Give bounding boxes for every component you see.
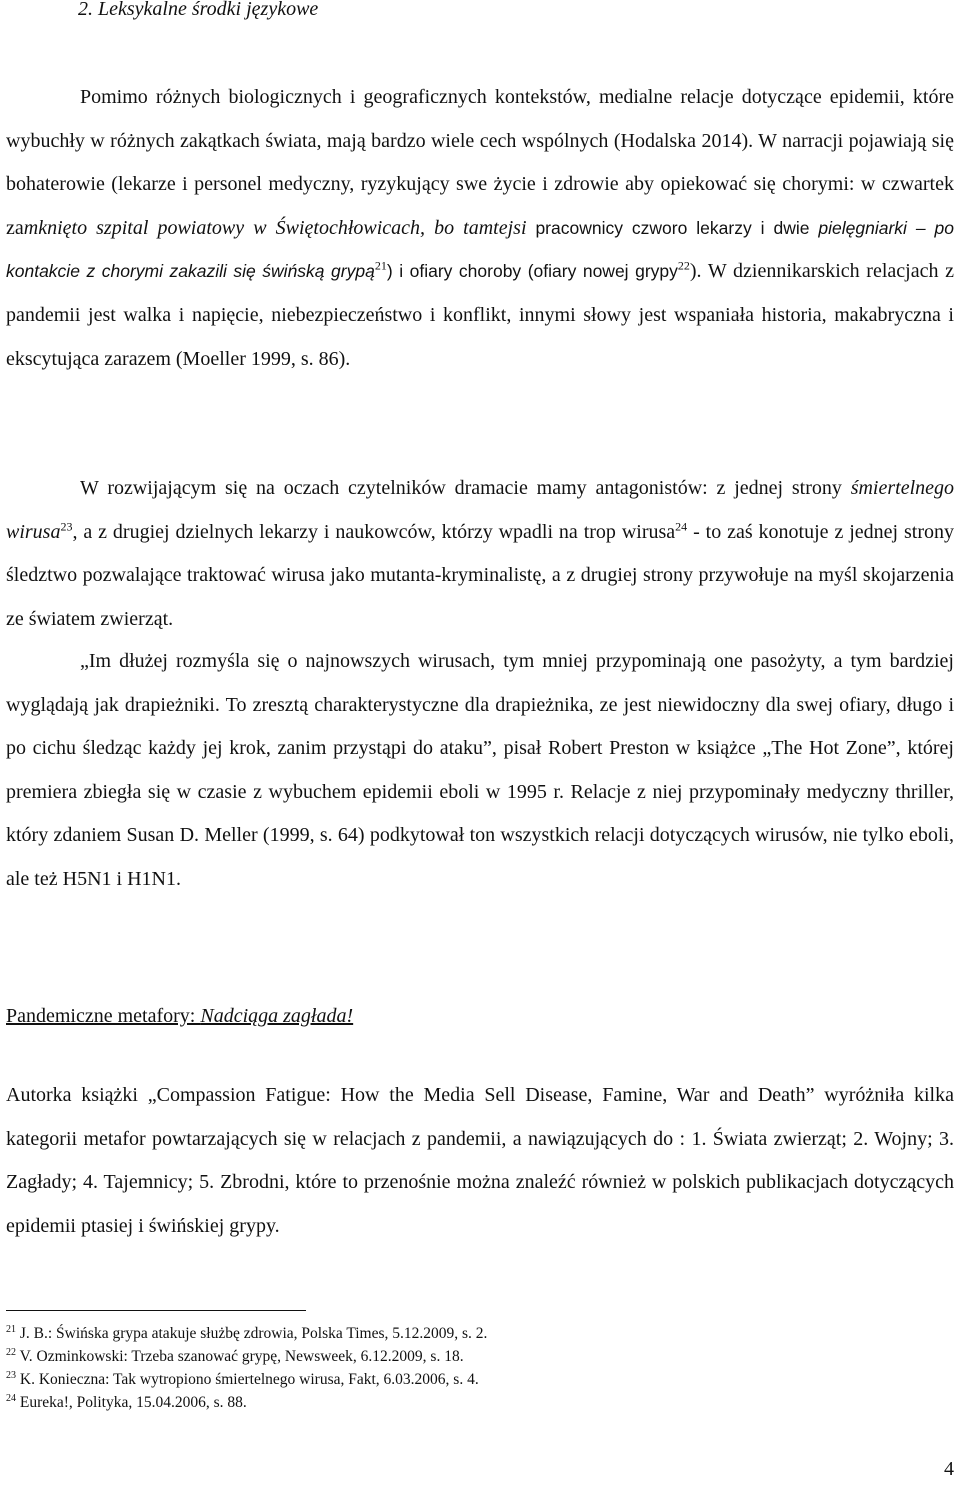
footnote-item — [6, 1391, 487, 1414]
paragraph-3-quote: „Im dłużej rozmyśla się o najnowszych wirusach, tym mniej przypominają one pasożyty, a tym bardziej wyglądają jak drapieżniki. To zresztą charakterystyczne dla drapieżnika, ze jest niewidoczny dla swej ofiary, długo i po cichu śledząc każdy jej krok, zanim przystąpi do ataku”, pisał Robert Preston w książce „The Hot Zone”, której premiera zbiegła się w czasie z wybuchem epidemii eboli w 1995 r. Relacje z niej przypominały medyczny thriller, który zdaniem Susan D. Meller (1999, s. 64) podkytował ton wszystkich relacji dotyczących wirusów, nie tylko eboli, ale też H5N1 i H1N1. — [6, 650, 954, 890]
footnote-number: 24 — [6, 1392, 16, 1404]
footnote-text: Eureka!, Polityka, 15.04.2006, s. 88. — [19, 1394, 247, 1411]
paragraph-1 — [6, 76, 954, 381]
paragraph-2 — [6, 467, 954, 641]
footnote-number: 21 — [6, 1323, 16, 1335]
paragraph-2-text-3: - to zaś konotuje z jednej strony śledztwo pozwalające traktować wirusa jako mutanta-kryminalistę, a z drugiej strony przywołuje na myśl skojarzenia ze światem zwierząt. — [6, 520, 954, 630]
footnote-item — [6, 1345, 487, 1368]
paragraph-4: Autorka książki „Compassion Fatigue: How the Media Sell Disease, Famine, War and Death” wyróżniła kilka kategorii metafor powtarzających się w relacjach z pandemii, a nawiązujących do : 1. Świata zwierząt; 2. Wojny; 3. Zagłady; 4. Tajemnicy; 5. Zbrodni, które to przenośnie można znaleźć również w polskich publikacjach dotyczących epidemii ptasiej i świńskiej grypy. — [6, 1084, 954, 1237]
footnote-divider — [6, 1310, 306, 1311]
subsection-title-italic: Nadciąga zagłada! — [200, 1005, 354, 1027]
footnote-ref-22[interactable]: 22 — [677, 258, 690, 273]
footnote-item — [6, 1368, 487, 1391]
footnote-item — [6, 1322, 487, 1345]
footnote-ref-24[interactable]: 24 — [675, 518, 688, 533]
footnote-text: J. B.: Świńska grypa atakuje służbę zdrowia, Polska Times, 5.12.2009, s. 2. — [19, 1325, 488, 1342]
section-heading: 2. Leksykalne środki językowe — [78, 0, 319, 20]
paragraph-1-sans-run-2: ) i ofiary choroby (ofiary nowej grypy — [386, 261, 678, 282]
subsection-title-lead: Pandemiczne metafory: — [6, 1005, 201, 1027]
paragraph-2-text: W rozwijającym się na oczach czytelników dramacie mamy antagonistów: z jednej strony — [80, 477, 851, 499]
paragraph-1-text: Pomimo różnych biologicznych i geograficznych kontekstów, medialne relacje dotyczące epidemii, które wybuchły w różnych zakątkach świata, mają bardzo wiele cech wspólnych (Hodalska 2014). W narracji pojawiają się bohaterowie (lekarze i personel medyczny, ryzykujący swe życie i zdrowie aby opiekować się chorymi: w czwartek za — [6, 86, 954, 239]
footnote-ref-23[interactable]: 23 — [60, 518, 73, 533]
paragraph-2-text-2: , a z drugiej dzielnych lekarzy i naukowców, którzy wpadli na trop wirusa — [72, 520, 676, 543]
paragraph-1-text-2: ). W dziennikarskich relacjach z pandemii jest walka i napięcie, niebezpieczeństwo i konflikt, innymi słowy jest wspaniała historia, makabryczna i ekscytująca zarazem (Moeller 1999, s. 86). — [6, 260, 954, 370]
subsection-title — [6, 1005, 353, 1028]
paragraph-1-sans-run: pracownicy czworo lekarzy i dwie — [526, 217, 819, 238]
footnote-number: 23 — [6, 1369, 16, 1381]
page-number: 4 — [944, 1458, 954, 1480]
paragraph-1-italic-quote: mknięto szpital powiatowy w Świętochłowicach, bo tamtejsi — [23, 216, 527, 239]
footnote-ref-21[interactable]: 21 — [374, 258, 387, 273]
footnote-text: K. Konieczna: Tak wytropiono śmiertelnego wirusa, Fakt, 6.03.2006, s. 4. — [19, 1371, 479, 1388]
footnote-list — [6, 1322, 487, 1414]
footnote-number: 22 — [6, 1346, 16, 1358]
paragraph-1-italic-sans-run: pielęgniarki – po kontakcie z chorymi zakazili się świńską grypą — [6, 217, 954, 282]
paragraph-2-italic: śmiertelnego wirusa — [6, 477, 954, 543]
footnote-text: V. Ozminkowski: Trzeba szanować grypę, Newsweek, 6.12.2009, s. 18. — [19, 1348, 464, 1365]
